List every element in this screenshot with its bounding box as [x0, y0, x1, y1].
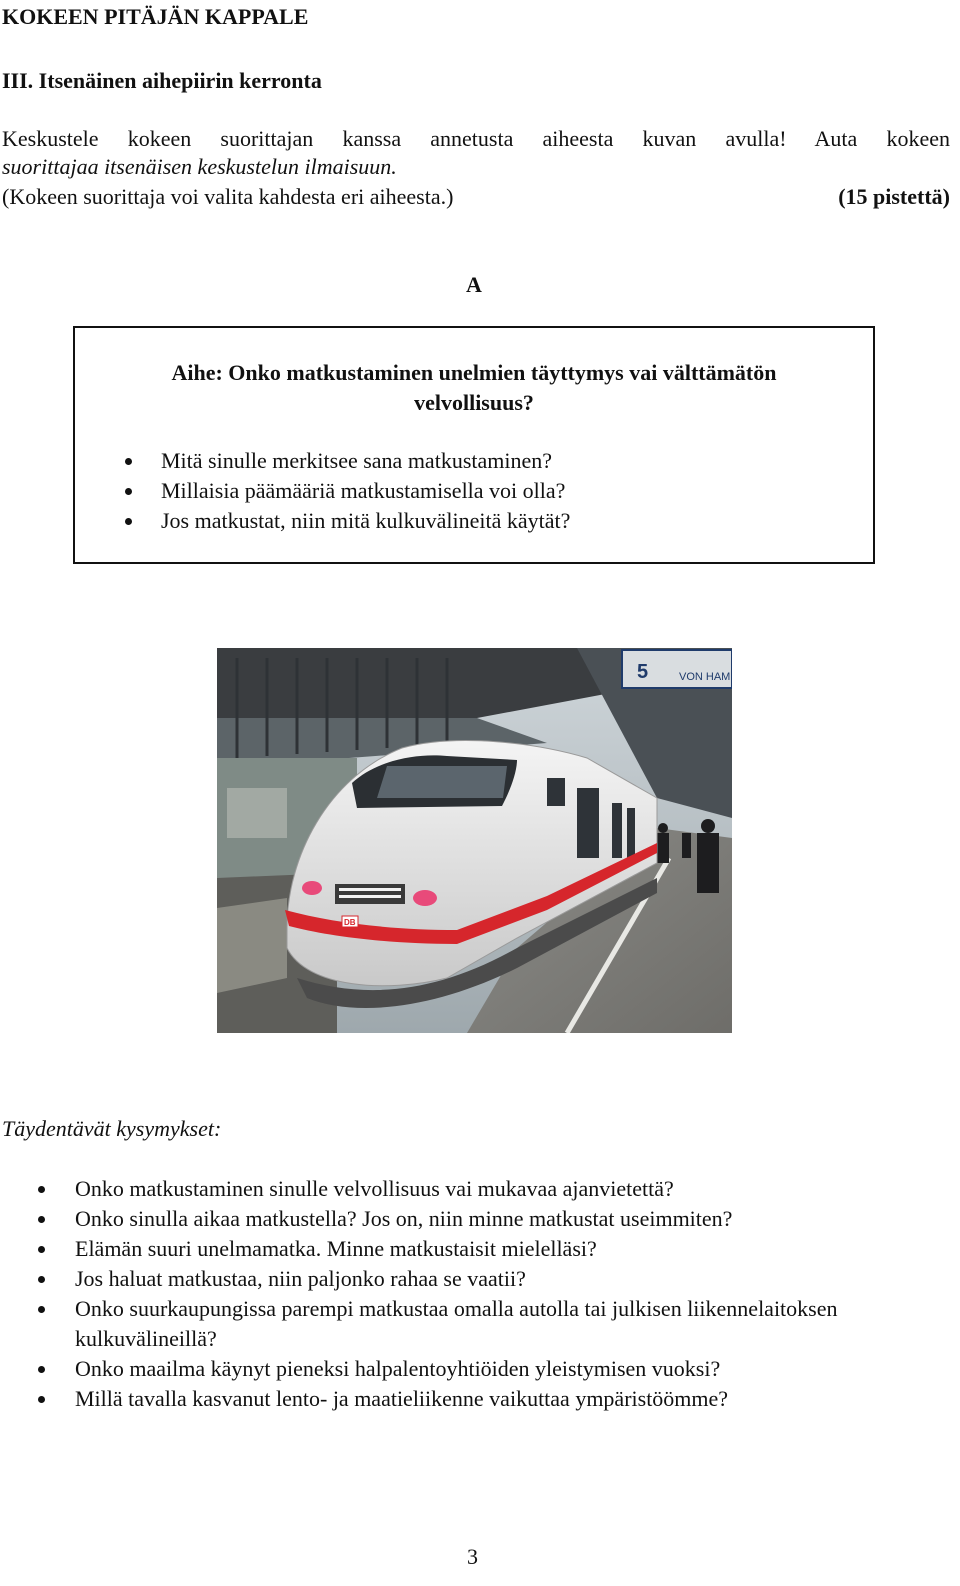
list-item — [0, 1174, 955, 1204]
document-title: KOKEEN PITÄJÄN KAPPALE — [2, 4, 309, 29]
bullet-icon — [38, 1396, 45, 1403]
platform-number: 5 — [637, 661, 649, 683]
question-text: Onko suurkaupungissa parempi matkustaa omalla autolla tai julkisen liikennelaitoksen kulkuvälineillä? — [75, 1296, 838, 1351]
bullet-icon — [38, 1216, 45, 1223]
question-text: Millaisia päämääriä matkustamisella voi olla? — [161, 478, 566, 503]
db-logo: DB — [344, 918, 356, 927]
question-text: Jos matkustat, niin mitä kulkuvälineitä käytät? — [161, 508, 571, 533]
bullet-icon — [38, 1366, 45, 1373]
list-item — [0, 1264, 955, 1294]
bullet-icon — [38, 1276, 45, 1283]
question-text: Elämän suuri unelmamatka. Minne matkustaisit mielelläsi? — [75, 1236, 597, 1261]
bullet-icon — [125, 458, 132, 465]
supplementary-heading: Täydentävät kysymykset: — [2, 1116, 222, 1141]
bullet-icon — [38, 1246, 45, 1253]
train-photo — [217, 648, 732, 1033]
option-letter: A — [466, 272, 482, 297]
topic-question-list — [75, 446, 570, 536]
platform-sign-text: VON HAM — [679, 671, 731, 683]
list-item — [75, 446, 570, 476]
supplementary-question-list — [0, 1174, 955, 1414]
bullet-icon — [38, 1306, 45, 1313]
list-item — [0, 1384, 955, 1414]
points-label: (15 pistettä) — [838, 184, 950, 209]
question-text: Jos haluat matkustaa, niin paljonko rahaa se vaatii? — [75, 1266, 526, 1291]
instruction-line-1: Keskustele kokeen suorittajan kanssa annetusta aiheesta kuvan avulla! Auta kokeen — [2, 126, 950, 151]
bullet-icon — [38, 1186, 45, 1193]
instruction-line-3: (Kokeen suorittaja voi valita kahdesta eri aiheesta.) — [2, 184, 454, 209]
question-text: Onko maailma käynyt pieneksi halpalentoyhtiöiden yleistymisen vuoksi? — [75, 1356, 721, 1381]
list-item — [75, 506, 570, 536]
bullet-icon — [125, 488, 132, 495]
list-item — [0, 1234, 955, 1264]
list-item — [0, 1354, 955, 1384]
bullet-icon — [125, 518, 132, 525]
page-number: 3 — [467, 1544, 478, 1569]
question-text: Mitä sinulle merkitsee sana matkustaminen? — [161, 448, 553, 473]
topic-title: Aihe: Onko matkustaminen unelmien täyttymys vai välttämätön velvollisuus? — [171, 360, 777, 415]
list-item — [0, 1294, 955, 1354]
list-item — [75, 476, 570, 506]
question-text: Onko matkustaminen sinulle velvollisuus vai mukavaa ajanvietettä? — [75, 1176, 674, 1201]
instruction-line-2: suorittajaa itsenäisen keskustelun ilmaisuun. — [2, 154, 397, 179]
section-heading: III. Itsenäinen aihepiirin kerronta — [2, 68, 322, 93]
question-text: Millä tavalla kasvanut lento- ja maatieliikenne vaikuttaa ympäristöömme? — [75, 1386, 729, 1411]
question-text: Onko sinulla aikaa matkustella? Jos on, niin minne matkustat useimmiten? — [75, 1206, 733, 1231]
list-item — [0, 1204, 955, 1234]
topic-box — [73, 326, 875, 564]
